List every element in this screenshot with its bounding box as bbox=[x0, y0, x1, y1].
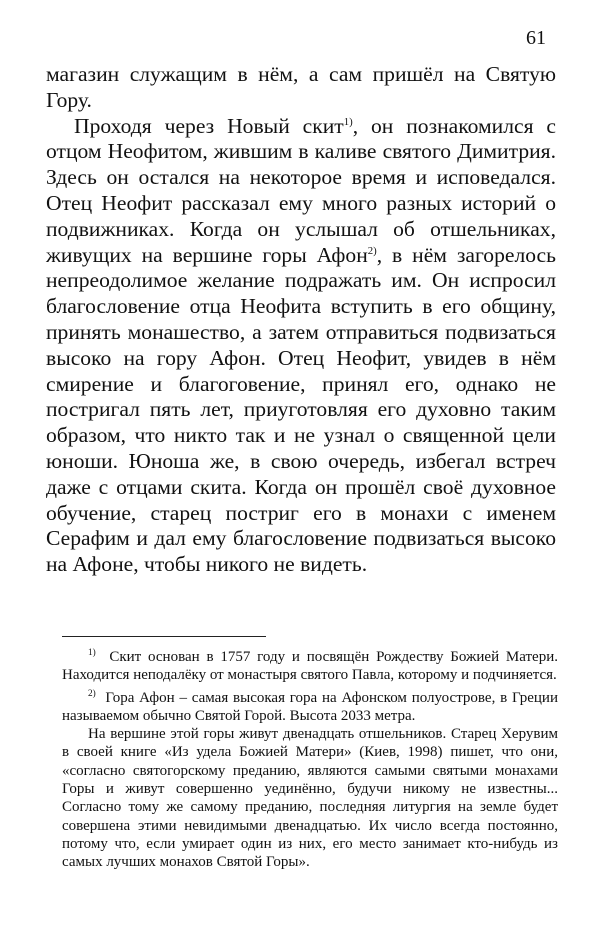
footnote-2-continuation: На вершине этой горы живут двенадцать отшельников. Старец Херувим в своей книге «Из удела Божией Матери» (Киев, 1998) пишет, что они, «согласно святогорскому преданию, являются самыми святыми монахами Горы и живут совершенно уединённо, будучи никому не известны... Согласно тому же самому преданию, последняя литургия на земле будет совершена этими невидимыми двенадцатью. Их число всегда постоянно, потому что, если умирает один из них, его место занимает кто-нибудь из самых лучших монахов Святой Горы». bbox=[62, 726, 558, 871]
paragraph-2 bbox=[46, 114, 556, 578]
footnote-1-text: Скит основан в 1757 году и посвящён Рождеству Божией Матери. Находится неподалёку от монастыря святого Павла, которому и подчиняется. bbox=[62, 649, 558, 684]
paragraph-2-part-c: , в нём загорелось непреодолимое желание подражать им. Он испросил благословение отца Неофита вступить в его общину, принять монашество, а затем отправиться подвизаться высоко на гору Афон. Отец Неофит, увидев в нём смирение и благоговение, принял его, однако не постригал пять лет, приуготовляя его духовно таким образом, что никто так и не узнал о священной цели юноши. Юноша же, в свою очередь, избегал встреч даже с отцами скита. Когда он прошёл своё духовное обучение, старец постриг его в монахи с именем Серафим и дал ему благословение подвизаться высоко на Афоне, чтобы никого не видеть. bbox=[46, 242, 556, 577]
footnote-2 bbox=[62, 689, 558, 726]
paragraph-1: магазин служащим в нём, а сам пришёл на Святую Гору. bbox=[46, 62, 556, 112]
footnotes bbox=[62, 648, 558, 872]
footnote-divider bbox=[62, 636, 266, 637]
main-text bbox=[46, 62, 556, 578]
paragraph-2-part-b: , он познакомился с отцом Неофитом, жившим в каливе святого Димитрия. Здесь он остался на некоторое время и исповедался. Отец Неофит рассказал ему много разных историй о подвижниках. Когда он услышал об отшельниках, живущих на вершине горы Афон bbox=[46, 113, 556, 267]
paragraph-2-part-a: Проходя через Новый скит bbox=[74, 113, 344, 138]
footnote-1-mark: 1) bbox=[88, 648, 96, 658]
footnote-2-mark: 2) bbox=[88, 688, 96, 699]
footnote-ref-2[interactable]: 2) bbox=[367, 244, 377, 257]
page-number: 61 bbox=[526, 27, 546, 49]
footnote-2-text: Гора Афон – самая высокая гора на Афонском полуострове, в Греции называемом обычно Святой Горой. Высота 2033 метра. bbox=[62, 689, 558, 724]
footnote-1 bbox=[62, 648, 558, 685]
footnote-ref-1[interactable]: 1) bbox=[343, 115, 353, 128]
